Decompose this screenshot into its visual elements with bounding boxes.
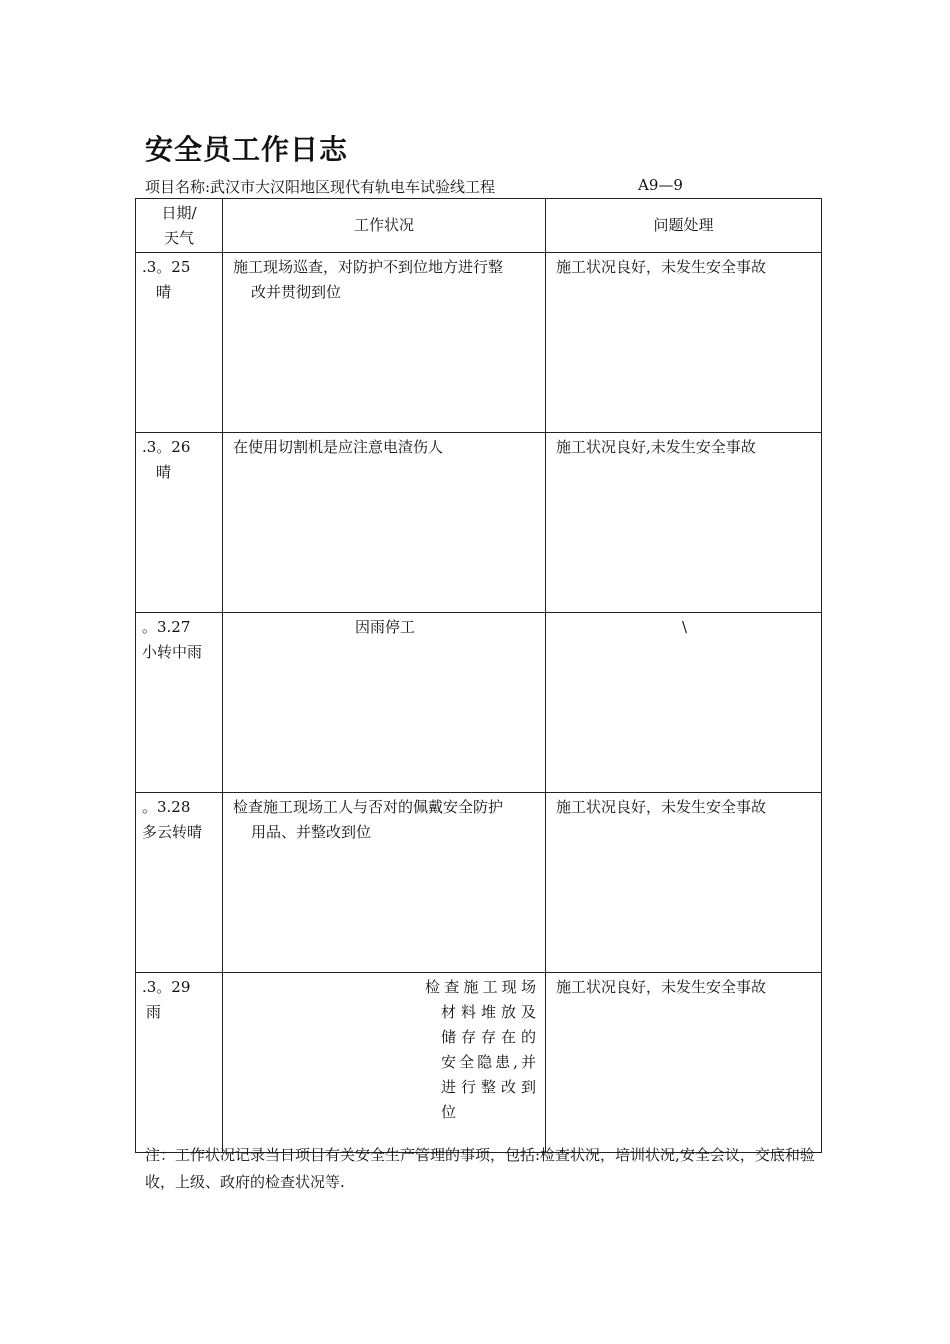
work-line: 材料堆放及 [441,1003,537,1021]
date-weather-cell [136,613,223,793]
work-cell [223,793,546,973]
table-row [136,793,822,973]
work-line: 进行整改到 [441,1078,537,1096]
date-value: 。3.28 [142,798,191,816]
date-value: .3。26 [142,438,191,456]
header-weather-label: 天气 [163,228,194,247]
work-text: 在使用切割机是应注意电渣伤人 [233,438,444,456]
table-row [136,613,822,793]
date-weather-cell [136,973,223,1153]
date-value: .3。29 [142,978,191,996]
work-cell [223,973,546,1153]
header-problem: 问题处理 [546,199,822,253]
table-header-row [136,199,822,253]
work-cell [223,253,546,433]
work-text: 施工现场巡查，对防护不到位地方进行整 [233,258,504,276]
work-text-cont: 改并贯彻到位 [251,283,342,301]
work-line: 安全隐患,并 [441,1053,537,1071]
header-date-weather [136,199,223,253]
work-cell [223,433,546,613]
work-text: 因雨停工 [354,618,415,636]
problem-cell: 施工状况良好，未发生安全事故 [546,253,822,433]
date-weather-cell [136,433,223,613]
date-weather-cell [136,793,223,973]
problem-cell: 施工状况良好，未发生安全事故 [546,793,822,973]
safety-log-table [135,198,822,1153]
problem-cell: \ [546,613,822,793]
work-text: 检查施工现场工人与否对的佩戴安全防护 [233,798,504,816]
date-value: 。3.27 [142,618,191,636]
work-text-block [425,975,537,1125]
project-info [145,176,825,196]
date-weather-cell [136,253,223,433]
work-line: 储存存在的 [441,1028,537,1046]
project-name: 项目名称:武汉市大汉阳地区现代有轨电车试验线工程 [145,178,496,196]
work-line: 位 [441,1103,458,1121]
weather-value: 雨 [146,1003,162,1021]
problem-cell: 施工状况良好，未发生安全事故 [546,973,822,1153]
work-text-cont: 用品、并整改到位 [251,823,372,841]
weather-value: 晴 [156,283,172,301]
weather-value: 多云转晴 [142,823,203,841]
weather-value: 小转中雨 [142,643,203,661]
problem-cell: 施工状况良好,未发生安全事故 [546,433,822,613]
table-row [136,253,822,433]
form-code: A9—9 [638,176,683,194]
footnote: 注：工作状况记录当日项目有关安全生产管理的事项，包括:检查状况，培训状况,安全会议，交底和验收，上级、政府的检查状况等. [145,1146,815,1191]
work-line: 检查施工现场 [425,978,537,996]
work-cell [223,613,546,793]
page-title: 安全员工作日志 [145,133,349,166]
date-value: .3。25 [142,258,191,276]
table-row [136,433,822,613]
header-date-label: 日期/ [161,203,197,222]
table-row [136,973,822,1153]
header-work: 工作状况 [223,199,546,253]
weather-value: 晴 [156,463,172,481]
